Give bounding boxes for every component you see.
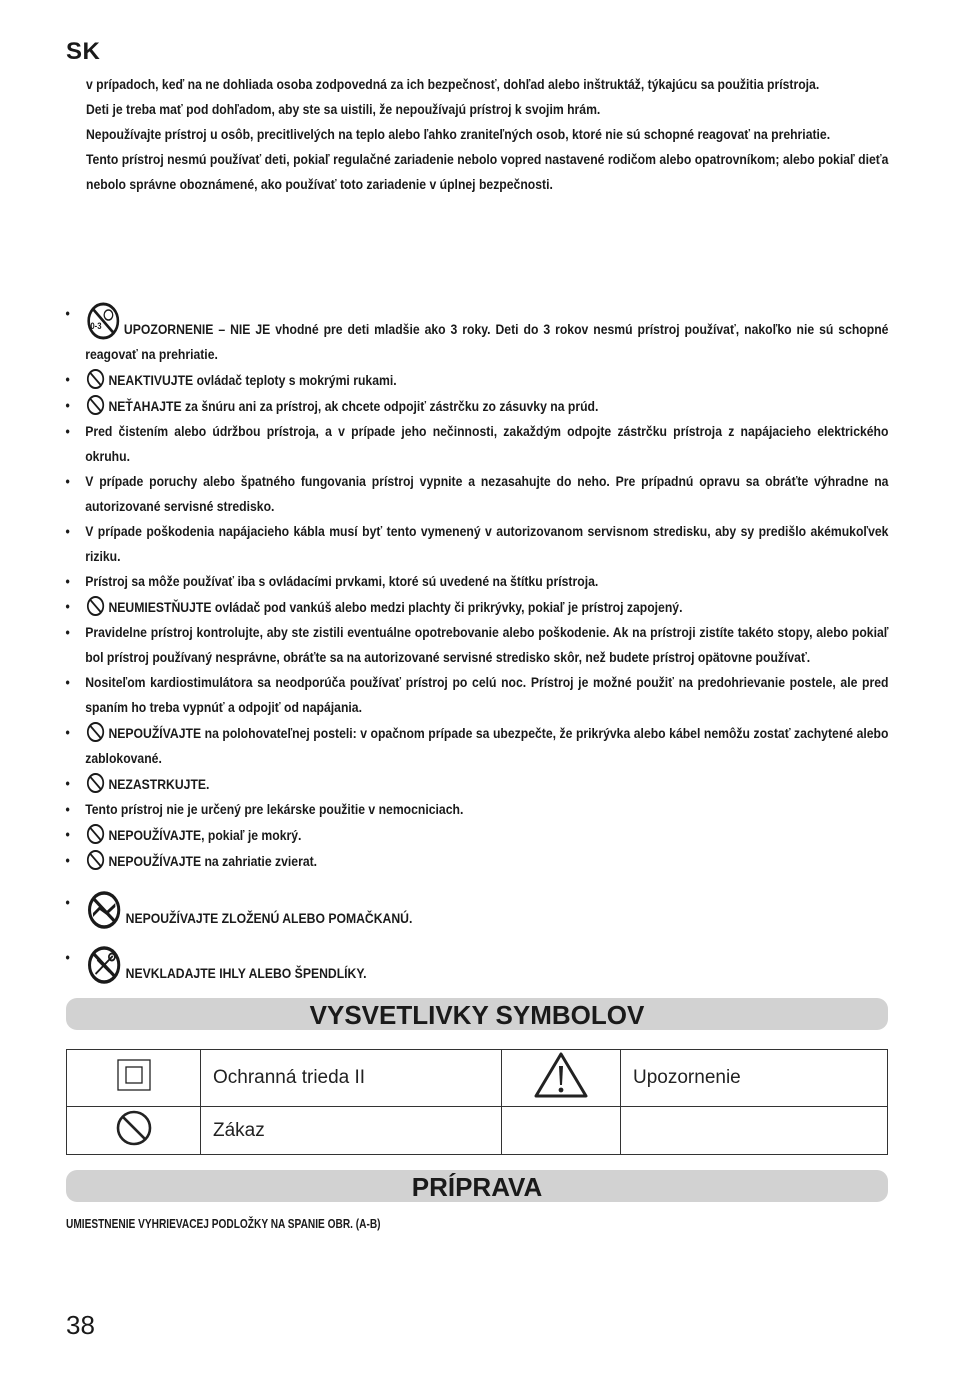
bullet-item: • NEAKTIVUJTE ovládač teploty s mokrými rukami.	[62, 368, 888, 394]
table-cell	[67, 1050, 201, 1107]
table-cell	[502, 1107, 621, 1155]
prohibition-icon	[85, 368, 106, 390]
bullet-item: • NEPOUŽÍVAJTE, pokiaľ je mokrý.	[62, 823, 888, 849]
table-cell	[621, 1107, 888, 1155]
prohibition-icon	[85, 823, 106, 845]
section-header-preparation: PRÍPRAVA	[66, 1170, 888, 1202]
bullet-text: NEPOUŽÍVAJTE ZLOŽENÚ ALEBO POMAČKANÚ.	[125, 911, 413, 927]
table-cell: Zákaz	[201, 1107, 502, 1155]
section-header-symbols: VYSVETLIVKY SYMBOLOV	[66, 998, 888, 1030]
bullet-text: NEŤAHAJTE za šnúru ani za prístroj, ak chcete odpojiť zástrčku zo zásuvky na prúd.	[108, 399, 599, 415]
prohibition-icon	[85, 772, 106, 794]
table-cell: Upozornenie	[621, 1050, 888, 1107]
bullet-item: • NEUMIESTŇUJTE ovládač pod vankúš alebo medzi plachty či prikrývky, pokiaľ je prístroj zapojený.	[62, 595, 888, 621]
bullet-text: NEVKLADAJTE IHLY ALEBO ŠPENDLÍKY.	[125, 966, 367, 982]
bullet-item: • Prístroj sa môže používať iba s ovládacími prvkami, ktoré sú uvedené na štítku prístroja.	[65, 574, 599, 590]
svg-text:0-3: 0-3	[90, 320, 102, 332]
bullet-text: Nositeľom kardiostimulátora sa neodporúča používať prístroj po celú noc. Prístroj je možné použiť na predohrievanie postele, ale pred spaním ho treba vypnúť a odpojiť od napájania.	[85, 675, 889, 716]
prohibition-icon	[115, 1109, 153, 1147]
intro-text	[86, 73, 888, 198]
bullet-item: • NEPOUŽÍVAJTE na zahriatie zvierat.	[62, 849, 888, 875]
age-0-3-prohibited-icon	[85, 302, 121, 340]
bullet-text: NEZASTRKUJTE.	[108, 777, 210, 793]
warning-triangle-icon	[533, 1051, 589, 1099]
bullet-text: Pravidelne prístroj kontrolujte, aby ste zistili eventuálne opotrebovanie alebo poškodenie. Ak na prístroji zistíte takéto stopy, alebo pokiaľ bol prístroj používaný nesprávne, obráťte sa na autorizované servisné stredisko skôr, než budete prístroj opätovne používať.	[85, 625, 889, 666]
bullet-item: • NEPOUŽÍVAJTE ZLOŽENÚ ALEBO POMAČKANÚ.	[62, 891, 888, 932]
bullet-item: • Pred čistením alebo údržbou prístroja, a v prípade jeho nečinnosti, zakaždým odpojte zástrčku prístroja z napájacieho elektrického okruhu.	[65, 424, 889, 465]
no-pins-icon	[85, 946, 123, 984]
language-code: SK	[66, 38, 101, 65]
bullet-text: NEPOUŽÍVAJTE, pokiaľ je mokrý.	[108, 828, 302, 844]
table-cell: Ochranná trieda II	[201, 1050, 502, 1107]
bullet-text: V prípade poškodenia napájacieho kábla musí byť tento vymenený v autorizovanom servisnom stredisku, aby sy predišlo akémukoľvek riziku.	[85, 524, 889, 565]
intro-paragraph: Deti je treba mať pod dohľadom, aby ste sa uistili, že nepoužívajú prístroj k svojim hrám.	[86, 102, 601, 118]
table-row	[67, 1107, 888, 1155]
intro-paragraph: Nepoužívajte prístroj u osôb, precitlivelých na teplo alebo ľahko zraniteľných osob, ktoré nie sú schopné reagovať na prehriatie.	[86, 127, 831, 143]
bullet-text: NEPOUŽÍVAJTE na polohovateľnej posteli: v opačnom prípade sa ubezpečte, že prikrývka alebo kábel nemôžu zostať zachytené alebo zablokované.	[85, 726, 889, 767]
bullet-text: UPOZORNENIE – NIE JE vhodné pre deti mladšie ako 3 roky. Deti do 3 rokov nesmú prístroj používať, nakoľko nie sú schopné reagovať na prehriatie.	[85, 322, 889, 363]
safety-bullet-list	[62, 280, 888, 987]
bullet-text: Tento prístroj nie je určený pre lekárske použitie v nemocniciach.	[85, 802, 464, 818]
symbols-table	[66, 1049, 888, 1155]
intro-paragraph: Tento prístroj nesmú používať deti, pokiaľ regulačné zariadenie nebolo vopred nastavené rodičom alebo opatrovníkom; alebo pokiaľ dieťa nebolo správne oboznámené, ako používať toto zariadenie v úplnej bezpečnosti.	[86, 152, 889, 193]
bullet-item: • NEPOUŽÍVAJTE na polohovateľnej posteli: v opačnom prípade sa ubezpečte, že prikrývka alebo kábel nemôžu zostať zachytené alebo zablokované.	[62, 721, 888, 772]
bullet-text: NEPOUŽÍVAJTE na zahriatie zvierat.	[108, 854, 318, 870]
bullet-item: • Nositeľom kardiostimulátora sa neodporúča používať prístroj po celú noc. Prístroj je možné použiť na predohrievanie postele, ale pred spaním ho treba vypnúť a odpojiť od napájania.	[65, 675, 889, 716]
bullet-item: • V prípade poškodenia napájacieho kábla musí byť tento vymenený v autorizovanom servisnom stredisku, aby sy predišlo akémukoľvek riziku.	[65, 524, 889, 565]
bullet-item: • Tento prístroj nie je určený pre lekárske použitie v nemocniciach.	[65, 802, 464, 818]
bullet-item: • Pravidelne prístroj kontrolujte, aby ste zistili eventuálne opotrebovanie alebo poškodenie. Ak na prístroji zistíte takéto stopy, alebo pokiaľ bol prístroj používaný nesprávne, obráťte sa na autorizované servisné stredisko skôr, než budete prístroj opätovne používať.	[65, 625, 889, 666]
bullet-text: NEUMIESTŇUJTE ovládač pod vankúš alebo medzi plachty či prikrývky, pokiaľ je prístroj zapojený.	[108, 600, 683, 616]
intro-paragraph: v prípadoch, keď na ne dohliada osoba zodpovedná za ich bezpečnosť, dohľad alebo inštruktáž, týkajúcu sa použitia prístroja.	[86, 77, 820, 93]
bullet-item: • V prípade poruchy alebo špatného fungovania prístroj vypnite a nezasahujte do neho. Pre prípadnú opravu sa obráťte výhradne na autorizované servisné stredisko.	[65, 474, 889, 515]
preparation-subtitle: UMIESTNENIE VYHRIEVACEJ PODLOŽKY NA SPANIE OBR. (A-B)	[66, 1216, 381, 1231]
bullet-text: V prípade poruchy alebo špatného fungovania prístroj vypnite a nezasahujte do neho. Pre prípadnú opravu sa obráťte výhradne na autorizované servisné stredisko.	[85, 474, 889, 515]
bullet-text: NEAKTIVUJTE ovládač teploty s mokrými rukami.	[108, 373, 397, 389]
bullet-item: • NEVKLADAJTE IHLY ALEBO ŠPENDLÍKY.	[62, 946, 888, 987]
bullet-item: • NEZASTRKUJTE.	[62, 772, 888, 798]
prohibition-icon	[85, 394, 106, 416]
bullet-text: Prístroj sa môže používať iba s ovládacími prvkami, ktoré sú uvedené na štítku prístroja.	[85, 574, 599, 590]
prohibition-icon	[85, 595, 106, 617]
page-number: 38	[66, 1310, 95, 1340]
table-cell	[502, 1050, 621, 1107]
bullet-item: • NEŤAHAJTE za šnúru ani za prístroj, ak chcete odpojiť zástrčku zo zásuvky na prúd.	[62, 394, 888, 420]
do-not-fold-icon	[85, 891, 123, 929]
table-cell	[67, 1107, 201, 1155]
bullet-item: • 0-3 UPOZORNENIE – NIE JE vhodné pre deti mladšie ako 3 roky. Deti do 3 rokov nesmú prístroj používať, nakoľko nie sú schopné reagovať na prehriatie.	[62, 302, 888, 368]
class-ii-icon	[117, 1059, 151, 1091]
prohibition-icon	[85, 849, 106, 871]
table-row	[67, 1050, 888, 1107]
prohibition-icon	[85, 721, 106, 743]
bullet-text: Pred čistením alebo údržbou prístroja, a v prípade jeho nečinnosti, zakaždým odpojte zástrčku prístroja z napájacieho elektrického okruhu.	[85, 424, 889, 465]
